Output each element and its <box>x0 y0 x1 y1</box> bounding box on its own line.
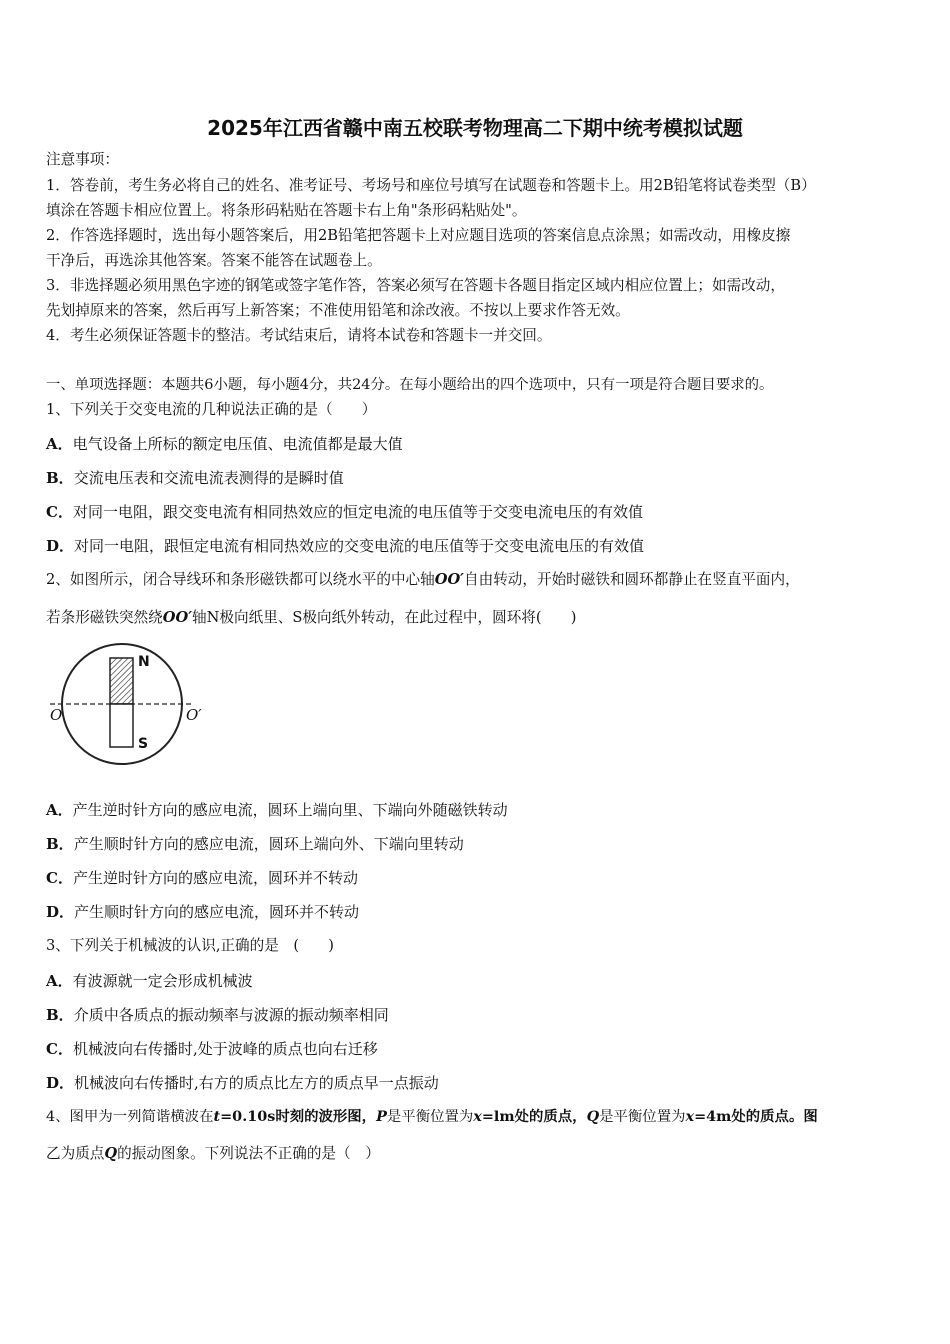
stem-text: 乙为质点 <box>46 1145 105 1162</box>
q4-stem-line1 <box>46 1107 818 1127</box>
page-title: 2025年江西省赣中南五校联考物理高二下期中统考模拟试题 <box>207 116 743 140</box>
q3-option-a <box>46 971 253 991</box>
stem-text: 的振动图象。下列说法不正确的是（ ） <box>117 1145 380 1162</box>
option-label: C． <box>46 503 73 521</box>
axis-label: OO′ <box>434 571 465 588</box>
q2-option-d <box>46 902 359 922</box>
q1-option-a <box>46 434 403 454</box>
n-pole-label: N <box>138 654 150 670</box>
q3-option-c <box>46 1039 378 1059</box>
axis-o-label: O <box>50 706 63 724</box>
notice-heading: 注意事项： <box>46 151 119 168</box>
var-x: x <box>685 1108 695 1125</box>
option-label: B． <box>46 469 74 487</box>
q2-stem-line1 <box>46 570 800 590</box>
q2-stem-line2 <box>46 608 576 628</box>
option-label: D． <box>46 903 75 921</box>
axis-o-prime-label: O′ <box>186 706 202 724</box>
option-label: D． <box>46 537 75 555</box>
option-text: 产生逆时针方向的感应电流，圆环上端向里、下端向外随磁铁转动 <box>72 801 508 819</box>
option-label: C． <box>46 1040 73 1058</box>
q1-option-c <box>46 502 643 522</box>
notice-line: 1．答卷前，考生务必将自己的姓名、准考证号、考场号和座位号填写在试题卷和答题卡上。用2B铅笔将试卷类型（B） <box>46 177 816 194</box>
option-label: A． <box>46 972 73 990</box>
option-text: 机械波向右传播时,右方的质点比左方的质点早一点振动 <box>74 1074 439 1092</box>
option-text: 产生顺时针方向的感应电流，圆环并不转动 <box>74 903 360 921</box>
q1-stem: 1、下列关于交变电流的几种说法正确的是（ ） <box>46 401 377 418</box>
option-label: B． <box>46 1006 74 1024</box>
notice-line: 4．考生必须保证答题卡的整洁。考试结束后，请将本试卷和答题卡一并交回。 <box>46 327 552 344</box>
option-label: D． <box>46 1074 75 1092</box>
option-label: C． <box>46 869 73 887</box>
var-x: x <box>473 1108 482 1125</box>
var-q: Q <box>104 1145 118 1162</box>
option-text: 电气设备上所标的额定电压值、电流值都是最大值 <box>72 435 403 453</box>
q3-stem: 3、下列关于机械波的认识,正确的是 ( ) <box>46 937 335 954</box>
magnet-s-half <box>110 704 133 747</box>
q3-option-d <box>46 1073 439 1093</box>
q1-option-d <box>46 536 644 556</box>
notice-line: 3．非选择题必须用黑色字迹的钢笔或签字笔作答，答案必须写在答题卡各题目指定区域内相应位置上；如需改动， <box>46 277 785 294</box>
option-label: B． <box>46 835 74 853</box>
option-text: 交流电压表和交流电流表测得的是瞬时值 <box>73 469 344 487</box>
option-label: A． <box>46 801 73 819</box>
option-text: 有波源就一定会形成机械波 <box>72 972 253 990</box>
stem-text: 是平衡位置为 <box>386 1109 474 1125</box>
stem-text: 是平衡位置为 <box>599 1109 686 1125</box>
stem-text: 若条形磁铁突然绕 <box>46 609 163 626</box>
var-p: P <box>376 1108 387 1125</box>
option-text: 产生逆时针方向的感应电流，圆环并不转动 <box>72 869 358 887</box>
notice-line: 填涂在答题卡相应位置上。将条形码粘贴在答题卡右上角"条形码粘贴处"。 <box>46 202 527 219</box>
stem-text: =0.10s时刻的波形图， <box>220 1108 377 1125</box>
stem-text: 轴N极向纸里、S极向纸外转动，在此过程中，圆环将( ) <box>192 609 577 626</box>
axis-label: OO′ <box>162 609 193 626</box>
option-label: A． <box>46 435 73 453</box>
option-text: 产生顺时针方向的感应电流，圆环上端向外、下端向里转动 <box>73 835 464 853</box>
notice-line: 干净后，再选涂其他答案。答案不能答在试题卷上。 <box>46 252 382 269</box>
option-text: 对同一电阻，跟恒定电流有相同热效应的交变电流的电压值等于交变电流电压的有效值 <box>74 537 645 555</box>
option-text: 对同一电阻，跟交变电流有相同热效应的恒定电流的电压值等于交变电流电压的有效值 <box>72 503 643 521</box>
var-t: t <box>213 1108 221 1125</box>
stem-text: 2、如图所示，闭合导线环和条形磁铁都可以绕水平的中心轴 <box>46 571 435 588</box>
option-text: 介质中各质点的振动频率与波源的振动频率相同 <box>73 1006 389 1024</box>
magnet-ring-figure <box>44 640 202 765</box>
s-pole-label: S <box>138 736 149 752</box>
stem-text: 自由转动，开始时磁铁和圆环都静止在竖直平面内， <box>464 571 800 588</box>
stem-text: 4、图甲为一列简谐横波在 <box>46 1109 214 1125</box>
magnet-n-half <box>110 658 133 704</box>
q1-option-b <box>46 468 344 488</box>
q3-option-b <box>46 1005 389 1025</box>
option-text: 机械波向右传播时,处于波峰的质点也向右迁移 <box>72 1040 378 1058</box>
notice-line: 先划掉原来的答案，然后再写上新答案；不准使用铅笔和涂改液。不按以上要求作答无效。 <box>46 302 630 319</box>
q4-stem-line2 <box>46 1144 380 1164</box>
var-q: Q <box>586 1108 600 1125</box>
section-heading: 一、单项选择题：本题共6小题，每小题4分，共24分。在每小题给出的四个选项中，只有一项是符合题目要求的。 <box>46 377 774 393</box>
q2-option-b <box>46 834 464 854</box>
stem-text: =lm处的质点， <box>481 1108 587 1125</box>
notice-line: 2．作答选择题时，选出每小题答案后，用2B铅笔把答题卡上对应题目选项的答案信息点涂黑；如需改动，用橡皮擦 <box>46 227 791 244</box>
stem-text: =4m处的质点。图 <box>694 1108 818 1125</box>
q2-option-a <box>46 800 508 820</box>
q2-option-c <box>46 868 358 888</box>
